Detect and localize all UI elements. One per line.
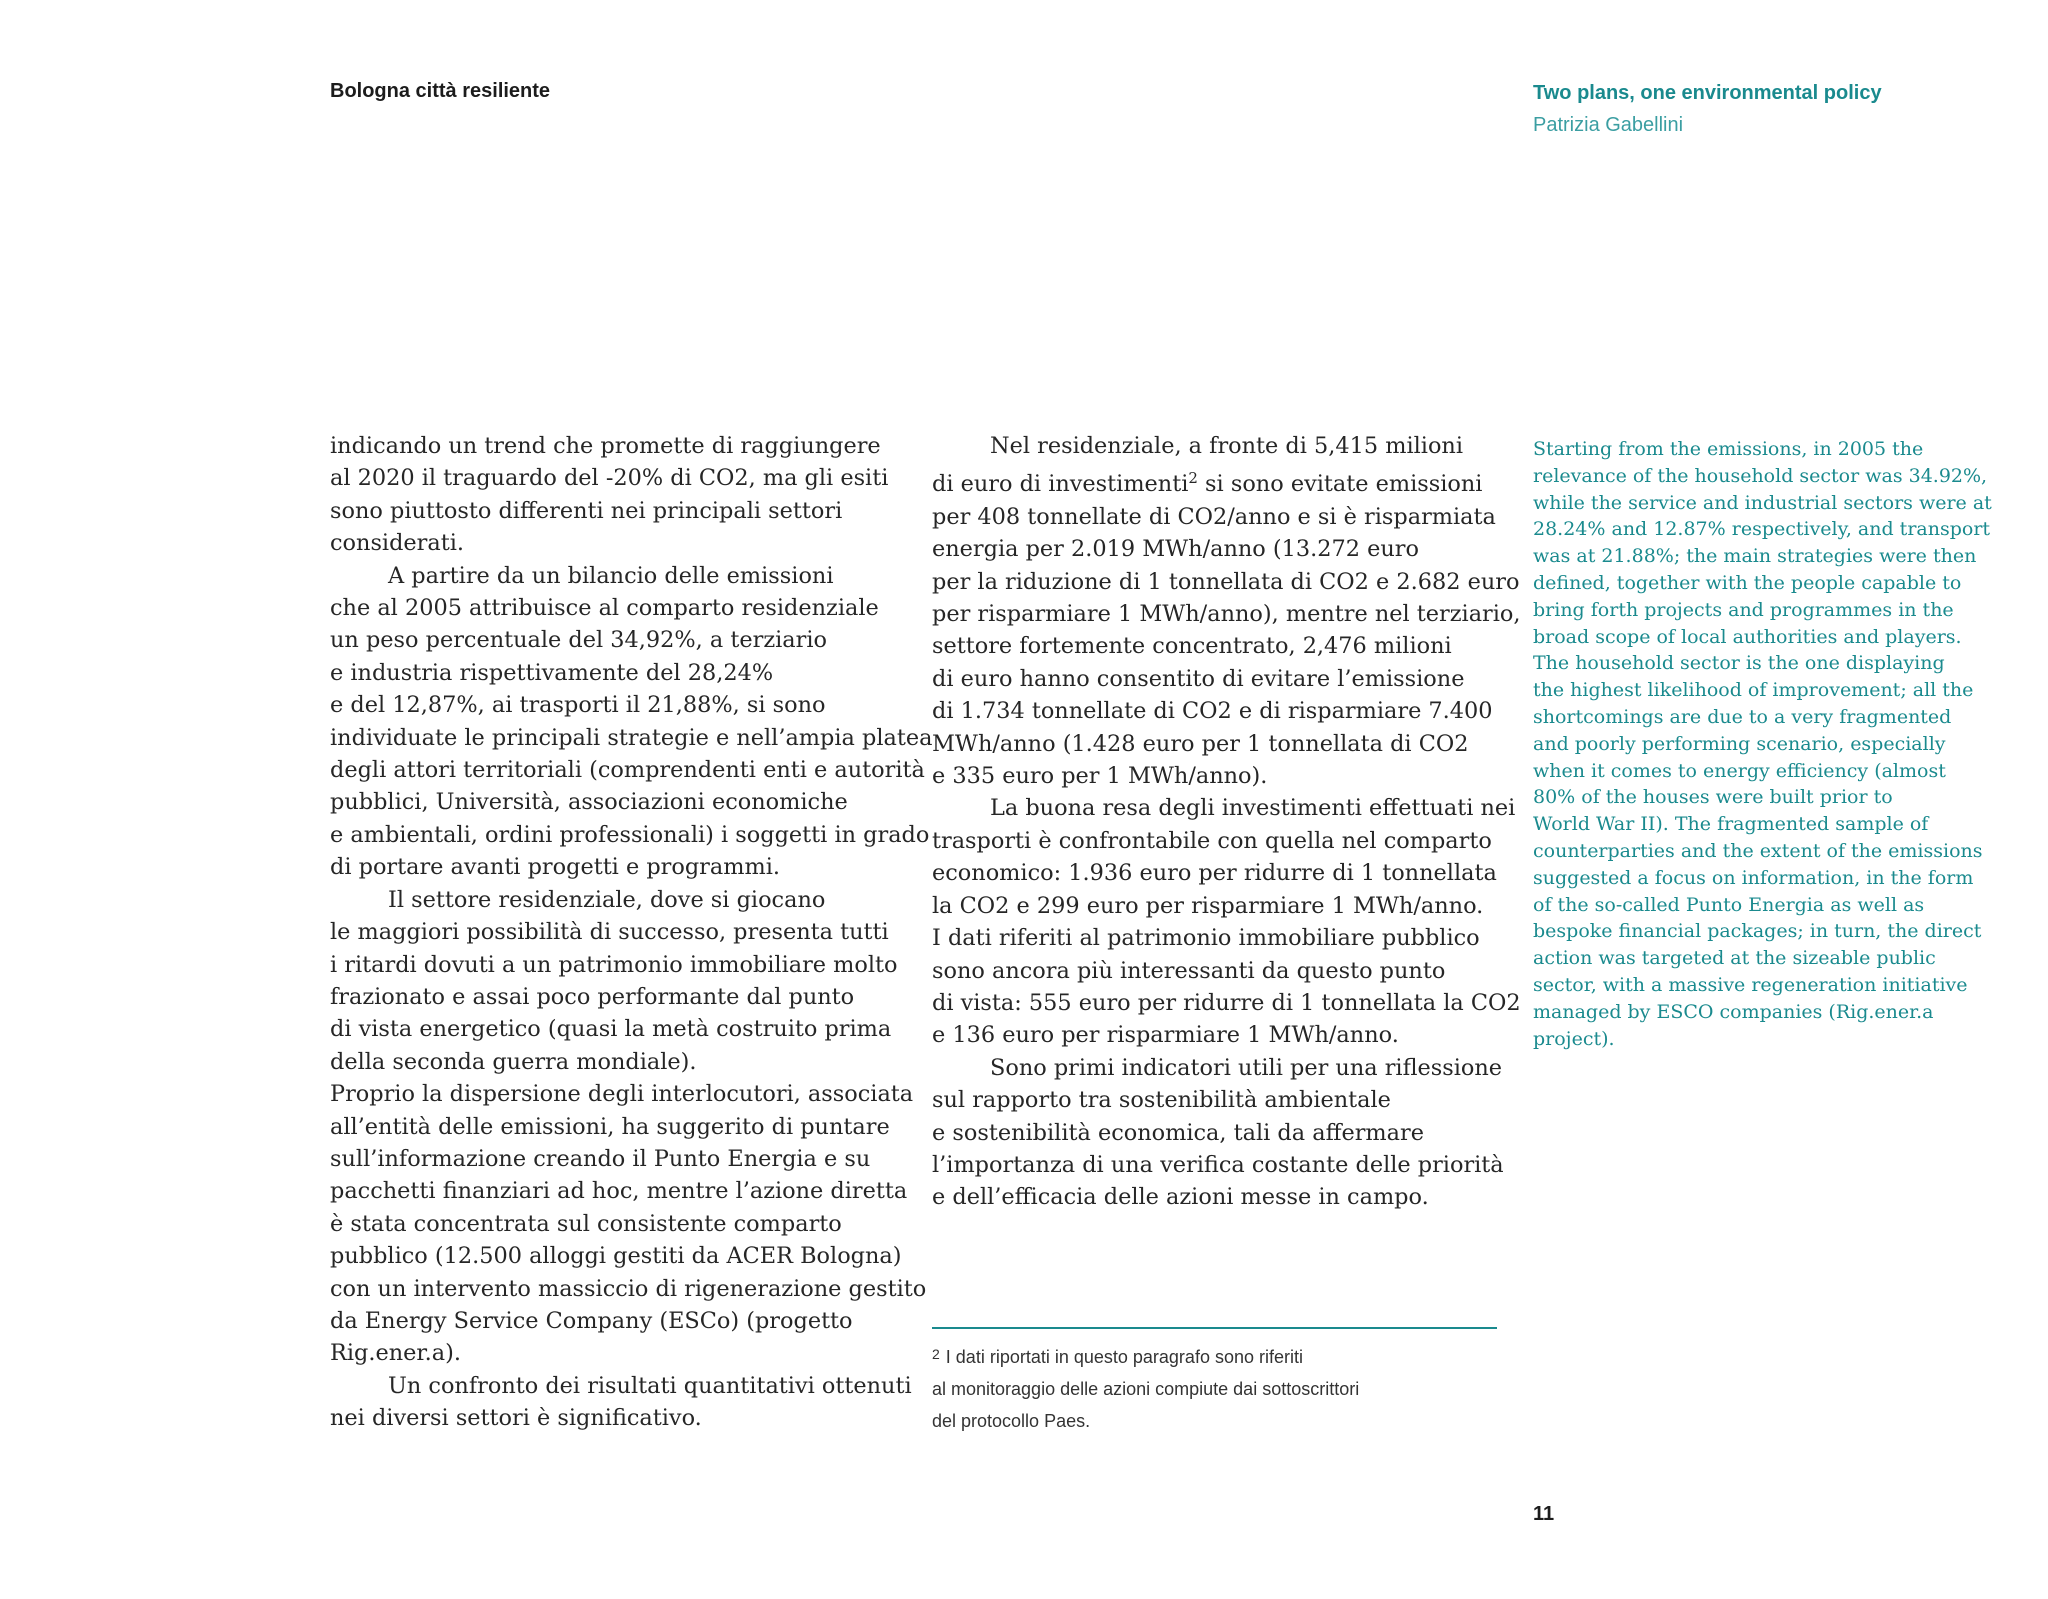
text-line: di vista energetico (quasi la metà costruito prima — [330, 1016, 892, 1043]
text-line: un peso percentuale del 34,92%, a terziario — [330, 627, 827, 654]
text-line: considerati. — [330, 530, 465, 557]
text-line: Proprio la dispersione degli interlocutori, associata — [330, 1081, 914, 1108]
footnote-text: I dati riportati in questo paragrafo sono riferiti — [945, 1347, 1303, 1367]
text-line: pubblici, Università, associazioni economiche — [330, 789, 848, 816]
text-line: energia per 2.019 MWh/anno (13.272 euro — [932, 536, 1419, 563]
text-line: della seconda guerra mondiale). — [330, 1048, 697, 1075]
text-line: da Energy Service Company (ESCo) (progetto — [330, 1307, 853, 1334]
text-line: di 1.734 tonnellate di CO2 e di risparmiare 7.400 — [932, 698, 1493, 725]
text-line: Sono primi indicatori utili per una riflessione — [990, 1054, 1503, 1081]
text-line: La buona resa degli investimenti effettuati nei — [990, 795, 1516, 822]
text-line: sono piuttosto differenti nei principali settori — [330, 497, 843, 524]
text-line: al 2020 il traguardo del -20% di CO2, ma gli esiti — [330, 465, 889, 492]
text-line: when it comes to energy efficiency (almost — [1533, 759, 1946, 782]
footnote-line: al monitoraggio delle azioni compiute dai sottoscrittori — [932, 1379, 1360, 1399]
text-line: of the so-called Punto Energia as well as — [1533, 893, 1925, 916]
text-fragment: di euro di investimenti — [932, 471, 1189, 498]
running-header-chapter — [1533, 80, 2013, 138]
text-line: di euro hanno consentito di evitare l’emissione — [932, 665, 1465, 692]
text-line: è stata concentrata sul consistente comparto — [330, 1210, 842, 1237]
footnote-divider — [932, 1327, 1497, 1329]
text-line: broad scope of local authorities and players. — [1533, 625, 1962, 648]
text-line: defined, together with the people capable to — [1533, 571, 1962, 594]
text-line: per la riduzione di 1 tonnellata di CO2 e 2.682 euro — [932, 568, 1520, 595]
text-line: individuate le principali strategie e nell’ampia platea — [330, 724, 933, 751]
text-line: relevance of the household sector was 34.92%, — [1533, 464, 1988, 487]
text-line: MWh/anno (1.428 euro per 1 tonnellata di CO2 — [932, 730, 1469, 757]
text-line: 80% of the houses were built prior to — [1533, 786, 1893, 809]
text-line: e industria rispettivamente del 28,24% — [330, 659, 774, 686]
chapter-author: Patrizia Gabellini — [1533, 114, 1684, 136]
text-line: che al 2005 attribuisce al comparto residenziale — [330, 595, 879, 622]
text-line: bring forth projects and programmes in the — [1533, 598, 1954, 621]
text-line: bespoke financial packages; in turn, the direct — [1533, 920, 1982, 943]
text-line: sector, with a massive regeneration initiative — [1533, 973, 1968, 996]
footnote — [932, 1338, 1502, 1437]
text-line: per risparmiare 1 MWh/anno), mentre nel terziario, — [932, 601, 1521, 628]
running-header-book-title: Bologna città resiliente — [330, 80, 551, 102]
footnote-ref[interactable]: 2 — [1188, 469, 1198, 488]
text-line: nei diversi settori è significativo. — [330, 1405, 702, 1432]
text-fragment: si sono evitate emissioni — [1197, 471, 1483, 498]
footnote-line — [932, 1338, 1502, 1373]
body-column-2 — [932, 430, 1521, 1214]
text-line: World War II). The fragmented sample of — [1533, 813, 1929, 836]
text-line: The household sector is the one displaying — [1533, 652, 1945, 675]
text-line: I dati riferiti al patrimonio immobiliare pubblico — [932, 925, 1480, 952]
text-line: counterparties and the extent of the emissions — [1533, 839, 1983, 862]
text-line: was at 21.88%; the main strategies were then — [1533, 545, 1977, 568]
text-line-with-footnote-ref — [932, 462, 1502, 500]
chapter-title: Two plans, one environmental policy — [1533, 82, 1882, 104]
text-line: sull’informazione creando il Punto Energia e su — [330, 1145, 871, 1172]
page-number: 11 — [1533, 1503, 1555, 1525]
text-line: economico: 1.936 euro per ridurre di 1 tonnellata — [932, 860, 1497, 887]
text-line: 28.24% and 12.87% respectively, and transport — [1533, 518, 1991, 541]
text-line: degli attori territoriali (comprendenti enti e autorità — [330, 757, 925, 784]
text-line: le maggiori possibilità di successo, presenta tutti — [330, 919, 889, 946]
text-line: shortcomings are due to a very fragmented — [1533, 705, 1952, 728]
body-column-2-lines — [932, 501, 1521, 1214]
text-line: per 408 tonnellate di CO2/anno e si è risparmiata — [932, 503, 1496, 530]
text-line: Il settore residenziale, dove si giocano — [388, 886, 826, 913]
text-line: e 136 euro per risparmiare 1 MWh/anno. — [932, 1022, 1399, 1049]
text-line: sul rapporto tra sostenibilità ambientale — [932, 1087, 1391, 1114]
text-line: suggested a focus on information, in the form — [1533, 866, 1974, 889]
text-line: project). — [1533, 1027, 1615, 1050]
text-line: and poorly performing scenario, especially — [1533, 732, 1946, 755]
text-line: Un confronto dei risultati quantitativi ottenuti — [388, 1372, 912, 1399]
body-column-1 — [330, 430, 933, 1435]
text-line: e dell’efficacia delle azioni messe in campo. — [932, 1184, 1429, 1211]
text-line: di portare avanti progetti e programmi. — [330, 854, 780, 881]
text-line: i ritardi dovuti a un patrimonio immobiliare molto — [330, 951, 898, 978]
text-line: settore fortemente concentrato, 2,476 milioni — [932, 633, 1452, 660]
text-line: trasporti è confrontabile con quella nel comparto — [932, 827, 1492, 854]
text-line: l’importanza di una verifica costante delle priorità — [932, 1151, 1504, 1178]
text-line: e 335 euro per 1 MWh/anno). — [932, 763, 1268, 790]
text-line: la CO2 e 299 euro per risparmiare 1 MWh/anno. — [932, 892, 1484, 919]
text-line: pacchetti finanziari ad hoc, mentre l’azione diretta — [330, 1178, 908, 1205]
text-line: while the service and industrial sectors were at — [1533, 491, 1992, 514]
english-summary-column — [1533, 436, 1992, 1052]
footnote-number: 2 — [932, 1346, 940, 1362]
text-line: pubblico (12.500 alloggi gestiti da ACER Bologna) — [330, 1243, 902, 1270]
text-line: managed by ESCO companies (Rig.ener.a — [1533, 1000, 1934, 1023]
text-line: con un intervento massiccio di rigenerazione gestito — [330, 1275, 927, 1302]
footnote-line: del protocollo Paes. — [932, 1411, 1091, 1431]
text-line: A partire da un bilancio delle emissioni — [388, 562, 834, 589]
text-line: action was targeted at the sizeable public — [1533, 947, 1936, 970]
text-line: e sostenibilità economica, tali da affermare — [932, 1119, 1424, 1146]
text-line: indicando un trend che promette di raggiungere — [330, 433, 881, 459]
text-line: Nel residenziale, a fronte di 5,415 milioni — [990, 433, 1464, 459]
text-line: e del 12,87%, ai trasporti il 21,88%, si sono — [330, 692, 826, 719]
text-line: Rig.ener.a). — [330, 1340, 461, 1367]
text-line: sono ancora più interessanti da questo punto — [932, 957, 1446, 984]
text-line: di vista: 555 euro per ridurre di 1 tonnellata la CO2 — [932, 989, 1521, 1016]
text-line: Starting from the emissions, in 2005 the — [1533, 438, 1924, 460]
text-line: e ambientali, ordini professionali) i soggetti in grado — [330, 821, 930, 848]
text-line: the highest likelihood of improvement; all the — [1533, 679, 1974, 702]
text-line: all’entità delle emissioni, ha suggerito di puntare — [330, 1113, 890, 1140]
text-line: frazionato e assai poco performante dal punto — [330, 983, 855, 1010]
